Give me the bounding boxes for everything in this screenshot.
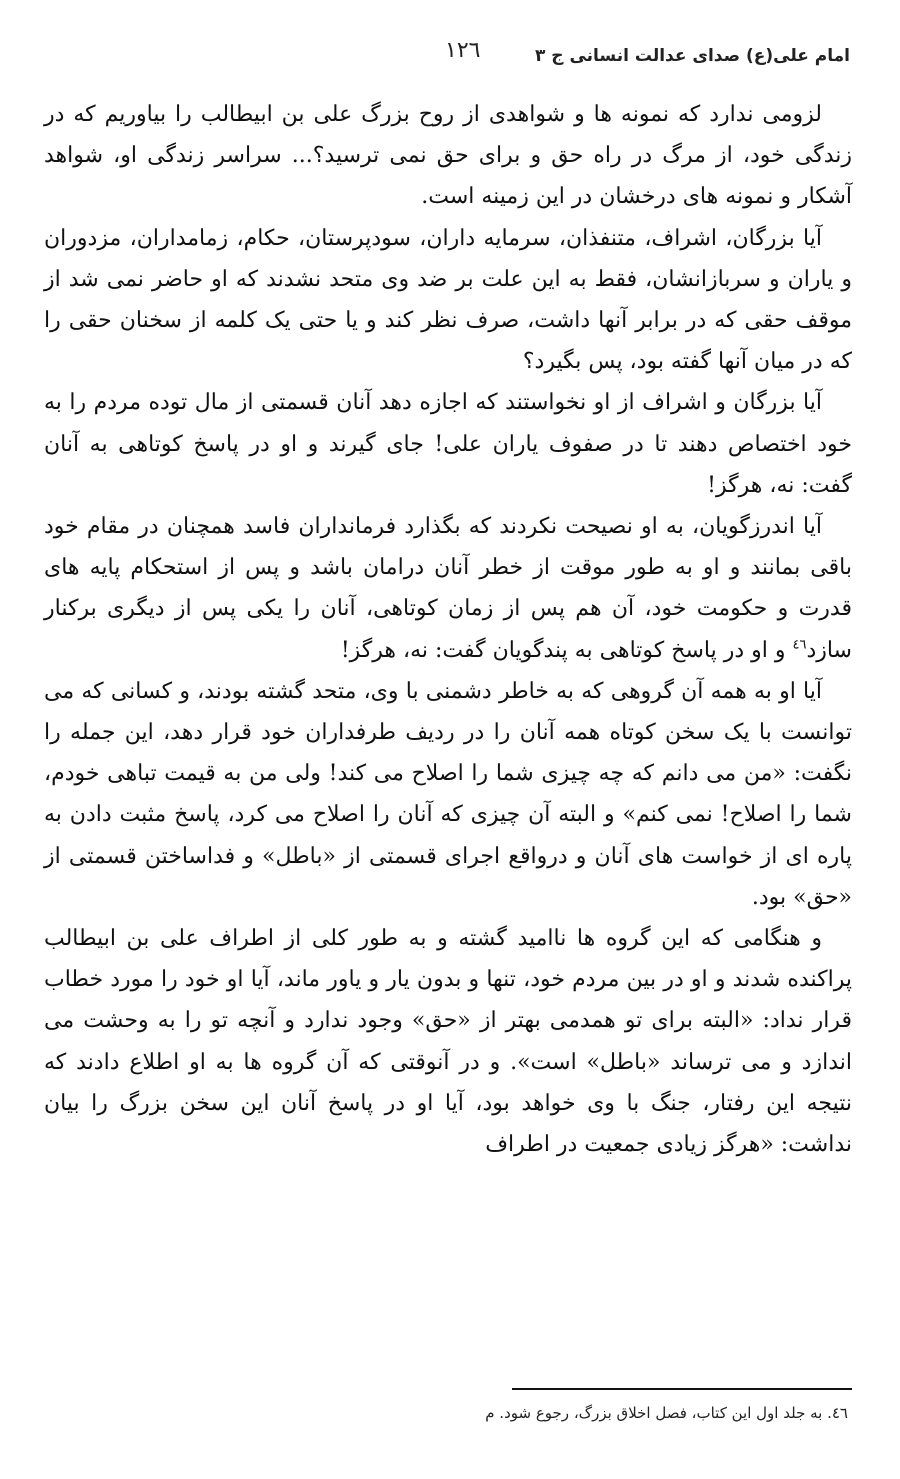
paragraph-text: آیا اندرزگویان، به او نصیحت نکردند که بگذارد فرمانداران فاسد همچنان در مقام خود باقی بمانند و او به طور موقت از خطر آنان درامان باشد و پس از استحکام پایه های قدرت و حکومت خود، آن هم پس از زمان کوتاهی، آنان را یکی پس از دیگری برکنار سازد xyxy=(44,514,852,663)
running-title: امام علی(ع) صدای عدالت انسانی ج ۳ xyxy=(534,46,850,66)
paragraph-text: و او در پاسخ کوتاهی به پندگویان گفت: نه، هرگز! xyxy=(340,637,793,663)
footnote-reference: ٤٦ xyxy=(792,637,807,653)
footnote-divider xyxy=(512,1388,852,1390)
page-header xyxy=(40,38,860,68)
paragraph: و هنگامی که این گروه ها ناامید گشته و به طور کلی از اطراف علی بن ابیطالب پراکنده شدند و او در بین مردم خود، تنها و بدون یار و یاور ماند، آیا او خود را مورد خطاب قرار نداد: «البته برای تو همدمی بهتر از «حق» وجود ندارد و آنچه تو را به وحشت می اندازد و می ترساند «باطل» است». و در آنوقتی که آن گروه ها به او اطلاع دادند که نتیجه این رفتار، جنگ با وی خواهد بود، آیا او در پاسخ آنان این سخن بزرگ را بیان نداشت: «هرگز زیادی جمعیت در اطراف xyxy=(44,926,852,1158)
paragraph xyxy=(44,506,852,671)
footnote: ٤٦. به جلد اول این کتاب، فصل اخلاق بزرگ، رجوع شود. م xyxy=(485,1404,848,1422)
paragraph: آیا بزرگان و اشراف از او نخواستند که اجازه دهد آنان قسمتی از مال توده مردم را به خود اختصاص دهند تا در صفوف یاران علی! جای گیرند و او در پاسخ کوتاهی به آنان گفت: نه، هرگز! xyxy=(44,390,852,498)
paragraph: آیا او به همه آن گروهی که به خاطر دشمنی با وی، متحد گشته بودند، و کسانی که می توانست با یک سخن کوتاه همه آنان را در ردیف طرفداران خود قرار دهد، این جمله را نگفت: «من می دانم که چه چیزی شما را اصلاح می کند! ولی من به قیمت تباهی خودم، شما را اصلاح! نمی کنم» و البته آن چیزی که آنان را اصلاح می کرد، پاسخ مثبت دادن به پاره ای از خواست های آنان و درواقع اجرای قسمتی از «باطل» و فداساختن قسمتی از «حق» بود. xyxy=(44,678,852,910)
body-text xyxy=(44,94,852,1165)
paragraph: آیا بزرگان، اشراف، متنفذان، سرمایه داران، سودپرستان، حکام، زمامداران، مزدوران و یاران و سربازانشان، فقط به این علت بر ضد وی متحد نشدند که او حاضر نمی شد از موقف حقی که در برابر آنها داشت، صرف نظر کند و یا حتی یک کلمه از سخنان حقی را که در میان آنها گفته بود، پس بگیرد؟ xyxy=(44,225,852,375)
page-number: ۱۲٦ xyxy=(445,38,481,63)
paragraph: لزومی ندارد که نمونه ها و شواهدی از روح بزرگ علی بن ابیطالب را بیاوریم که در زندگی خود، از مرگ در راه حق و برای حق نمی ترسید؟... سراسر زندگی او، شواهد آشکار و نمونه های درخشان در این زمینه است. xyxy=(44,102,852,210)
